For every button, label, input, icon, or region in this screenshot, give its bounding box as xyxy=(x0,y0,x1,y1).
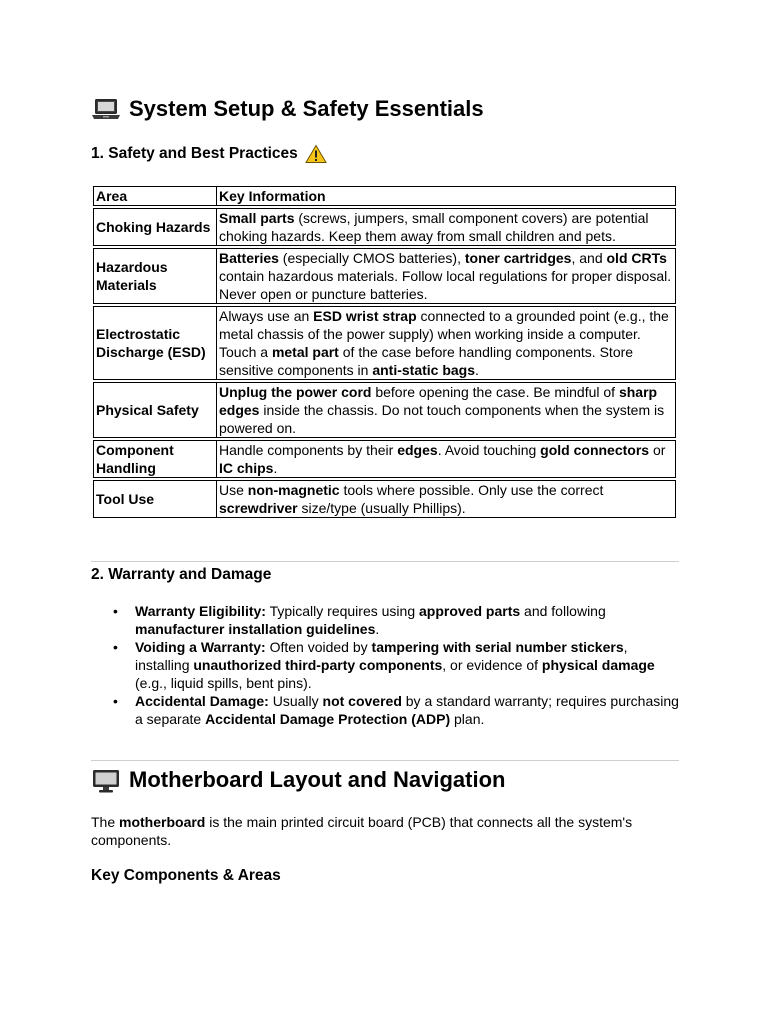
text-run: . xyxy=(475,362,479,378)
warranty-heading-text: 2. Warranty and Damage xyxy=(91,566,272,583)
warning-icon xyxy=(305,144,327,164)
text-run: Handle components by their xyxy=(219,442,398,458)
bold-text: not covered xyxy=(322,693,402,709)
bold-text: gold connectors xyxy=(540,442,650,458)
laptop-icon xyxy=(91,97,121,121)
section-divider xyxy=(91,561,679,562)
bold-text: non-magnetic xyxy=(247,482,340,498)
section-title-system-setup xyxy=(91,96,484,122)
table-row xyxy=(93,480,676,518)
text-run: Typically requires using xyxy=(265,603,419,619)
table-cell-area: Physical Safety xyxy=(93,382,216,438)
warranty-heading xyxy=(91,566,271,584)
table-row xyxy=(93,208,676,246)
table-header-row xyxy=(93,186,676,206)
text-run: is the main printed circuit board (PCB) that connects all the system's components. xyxy=(91,814,633,848)
bold-text: ESD wrist strap xyxy=(313,308,417,324)
text-run: (especially CMOS batteries), xyxy=(278,250,465,266)
motherboard-intro xyxy=(91,813,679,849)
bold-text: anti-static bags xyxy=(372,362,476,378)
bold-text: edges xyxy=(397,442,438,458)
bold-text: Batteries xyxy=(219,250,279,266)
text-run: Use xyxy=(219,482,248,498)
text-run: by a standard warranty; requires purchasing a separate xyxy=(135,693,679,727)
list-item xyxy=(91,602,679,638)
table-cell-info xyxy=(216,480,676,518)
bold-text: Small parts xyxy=(219,210,295,226)
key-components-heading-text: Key Components & Areas xyxy=(91,867,281,884)
text-run: . xyxy=(375,621,380,637)
table-cell-area: Electrostatic Discharge (ESD) xyxy=(93,306,216,380)
table-cell-area: Choking Hazards xyxy=(93,208,216,246)
table-header-info: Key Information xyxy=(216,186,676,206)
bold-text: IC chips xyxy=(219,460,274,476)
text-run: . Avoid touching xyxy=(437,442,541,458)
table-row xyxy=(93,306,676,380)
text-run: . xyxy=(273,460,278,476)
bold-text: sharp edges xyxy=(219,384,658,418)
key-components-heading xyxy=(91,867,281,885)
text-run: (e.g., liquid spills, bent pins). xyxy=(135,675,312,691)
desktop-monitor-icon xyxy=(91,768,121,792)
text-run: plan. xyxy=(450,711,485,727)
section-title-motherboard xyxy=(91,767,505,793)
bold-text: Accidental Damage: xyxy=(135,693,269,709)
safety-heading xyxy=(91,144,327,164)
section-title-text: Motherboard Layout and Navigation xyxy=(129,767,506,792)
table-cell-info xyxy=(216,306,676,380)
text-run: before opening the case. Be mindful of xyxy=(371,384,619,400)
bold-text: Warranty Eligibility: xyxy=(135,603,266,619)
bold-text: metal part xyxy=(271,344,339,360)
bold-text: unauthorized third-party components xyxy=(193,657,443,673)
bold-text: Accidental Damage Protection (ADP) xyxy=(205,711,451,727)
table-row xyxy=(93,248,676,304)
text-run: , and xyxy=(571,250,607,266)
bold-text: motherboard xyxy=(119,814,206,830)
text-run: Usually xyxy=(268,693,323,709)
bold-text: tampering with serial number stickers xyxy=(371,639,624,655)
text-run: , installing xyxy=(135,639,628,673)
table-cell-area: Component Handling xyxy=(93,440,216,478)
text-run: connected to a grounded point (e.g., the metal chassis of the power supply) when working inside a computer. Touch a xyxy=(219,308,669,360)
list-item xyxy=(91,638,679,692)
text-run: (screws, jumpers, small component covers) are potential choking hazards. Keep them away from small children and pets. xyxy=(219,210,649,244)
text-run: size/type (usually Phillips). xyxy=(297,500,466,516)
text-run: contain hazardous materials. Follow local regulations for proper disposal. Never open or puncture batteries. xyxy=(219,268,672,302)
safety-heading-text: 1. Safety and Best Practices xyxy=(91,145,298,162)
safety-table xyxy=(93,184,676,520)
table-cell-info xyxy=(216,440,676,478)
list-item xyxy=(91,692,679,728)
bold-text: screwdriver xyxy=(219,500,298,516)
bold-text: old CRTs xyxy=(606,250,667,266)
text-run: Always use an xyxy=(219,308,314,324)
bold-text: Unplug the power cord xyxy=(219,384,372,400)
text-run: Often voided by xyxy=(265,639,372,655)
section-divider xyxy=(91,760,679,761)
bold-text: physical damage xyxy=(541,657,655,673)
text-run: inside the chassis. Do not touch components when the system is powered on. xyxy=(219,402,665,436)
text-run: and following xyxy=(520,603,606,619)
table-row xyxy=(93,382,676,438)
bold-text: Voiding a Warranty: xyxy=(135,639,266,655)
warranty-list xyxy=(91,602,679,728)
bold-text: toner cartridges xyxy=(464,250,572,266)
table-cell-area: Tool Use xyxy=(93,480,216,518)
table-cell-info xyxy=(216,248,676,304)
bold-text: manufacturer installation guidelines xyxy=(135,621,376,637)
text-run: , or evidence of xyxy=(442,657,542,673)
table-cell-info xyxy=(216,382,676,438)
table-cell-info xyxy=(216,208,676,246)
text-run: or xyxy=(649,442,666,458)
bold-text: approved parts xyxy=(419,603,521,619)
text-run: The xyxy=(91,814,120,830)
section-title-text: System Setup & Safety Essentials xyxy=(129,96,484,121)
text-run: of the case before handling components. Store sensitive components in xyxy=(219,344,634,378)
table-cell-area: Hazardous Materials xyxy=(93,248,216,304)
table-header-area: Area xyxy=(93,186,216,206)
text-run: tools where possible. Only use the correct xyxy=(339,482,604,498)
table-row xyxy=(93,440,676,478)
